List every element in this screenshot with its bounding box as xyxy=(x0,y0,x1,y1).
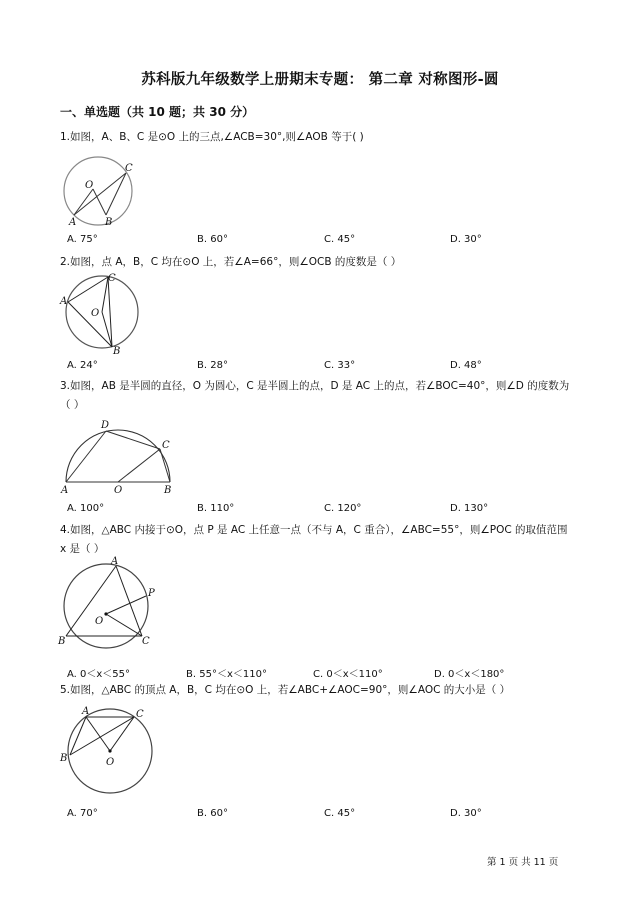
question-4-figure xyxy=(58,556,158,650)
page-footer: 第 1 页 共 11 页 xyxy=(487,857,559,868)
q5-option-c: C. 45° xyxy=(324,808,356,819)
q3-option-d: D. 130° xyxy=(450,503,489,514)
q3-option-a: A. 100° xyxy=(67,503,105,514)
q4-label-b: B xyxy=(58,636,66,647)
q1-label-o: O xyxy=(85,180,94,191)
question-4-stem-cont: x 是（ ） xyxy=(60,543,105,555)
q3-label-a: A xyxy=(61,485,69,496)
q4-option-a: A. 0＜x＜55° xyxy=(67,669,131,680)
q4-option-c: C. 0＜x＜110° xyxy=(313,669,383,680)
q2-label-c: C xyxy=(108,273,116,284)
q1-label-a: A xyxy=(69,217,77,228)
q2-option-c: C. 33° xyxy=(324,360,356,371)
q5-label-o: O xyxy=(106,757,115,768)
q5-option-d: D. 30° xyxy=(450,808,482,819)
question-1-figure xyxy=(58,157,148,229)
q2-label-o: O xyxy=(91,308,100,319)
q5-option-b: B. 60° xyxy=(197,808,228,819)
q4-label-a: A xyxy=(111,556,119,567)
section-heading: 一、单选题（共 10 题；共 30 分） xyxy=(60,105,255,119)
q4-option-d: D. 0＜x＜180° xyxy=(434,669,505,680)
question-3-stem: 3.如图，AB 是半圆的直径，O 为圆心，C 是半圆上的点，D 是 AC 上的点，若∠BOC=40°，则∠D 的度数为 xyxy=(60,380,570,392)
q1-label-c: C xyxy=(125,163,133,174)
q1-option-d: D. 30° xyxy=(450,234,482,245)
question-4-stem: 4.如图，△ABC 内接于⊙O，点 P 是 AC 上任意一点（不与 A，C 重合），∠ABC=55°，则∠POC 的取值范围 xyxy=(60,524,568,536)
q3-label-b: B xyxy=(164,485,172,496)
q5-option-a: A. 70° xyxy=(67,808,98,819)
question-5-figure xyxy=(58,705,158,795)
q3-option-c: C. 120° xyxy=(324,503,362,514)
q3-label-c: C xyxy=(162,440,170,451)
q2-label-b: B xyxy=(113,346,121,357)
q5-label-c: C xyxy=(136,709,144,720)
question-2-stem: 2.如图，点 A，B，C 均在⊙O 上，若∠A=66°，则∠OCB 的度数是（ ） xyxy=(60,256,402,268)
q2-label-a: A xyxy=(60,296,68,307)
q1-label-b: B xyxy=(105,217,113,228)
question-3-figure xyxy=(58,418,178,496)
q1-option-a: A. 75° xyxy=(67,234,98,245)
q2-option-b: B. 28° xyxy=(197,360,228,371)
q3-option-b: B. 110° xyxy=(197,503,235,514)
page-title: 苏科版九年级数学上册期末专题： 第二章 对称图形-圆 xyxy=(141,72,499,88)
q5-label-b: B xyxy=(60,753,68,764)
q4-option-b: B. 55°＜x＜110° xyxy=(186,669,267,680)
q3-label-d: D xyxy=(101,420,110,431)
q4-label-c: C xyxy=(142,636,150,647)
question-5-stem: 5.如图，△ABC 的顶点 A，B，C 均在⊙O 上，若∠ABC+∠AOC=90°，则∠AOC 的大小是（ ） xyxy=(60,684,511,696)
q1-option-b: B. 60° xyxy=(197,234,228,245)
q5-label-a: A xyxy=(82,706,90,717)
q2-option-d: D. 48° xyxy=(450,360,482,371)
q1-option-c: C. 45° xyxy=(324,234,356,245)
question-1-stem: 1.如图，A、B、C 是⊙O 上的三点,∠ACB=30°,则∠AOB 等于( ) xyxy=(60,131,364,143)
q3-label-o: O xyxy=(114,485,123,496)
question-3-stem-cont: （ ） xyxy=(60,399,85,411)
q4-label-o: O xyxy=(95,616,104,627)
q4-label-p: P xyxy=(148,588,155,599)
question-2-figure xyxy=(60,272,150,357)
q2-option-a: A. 24° xyxy=(67,360,98,371)
